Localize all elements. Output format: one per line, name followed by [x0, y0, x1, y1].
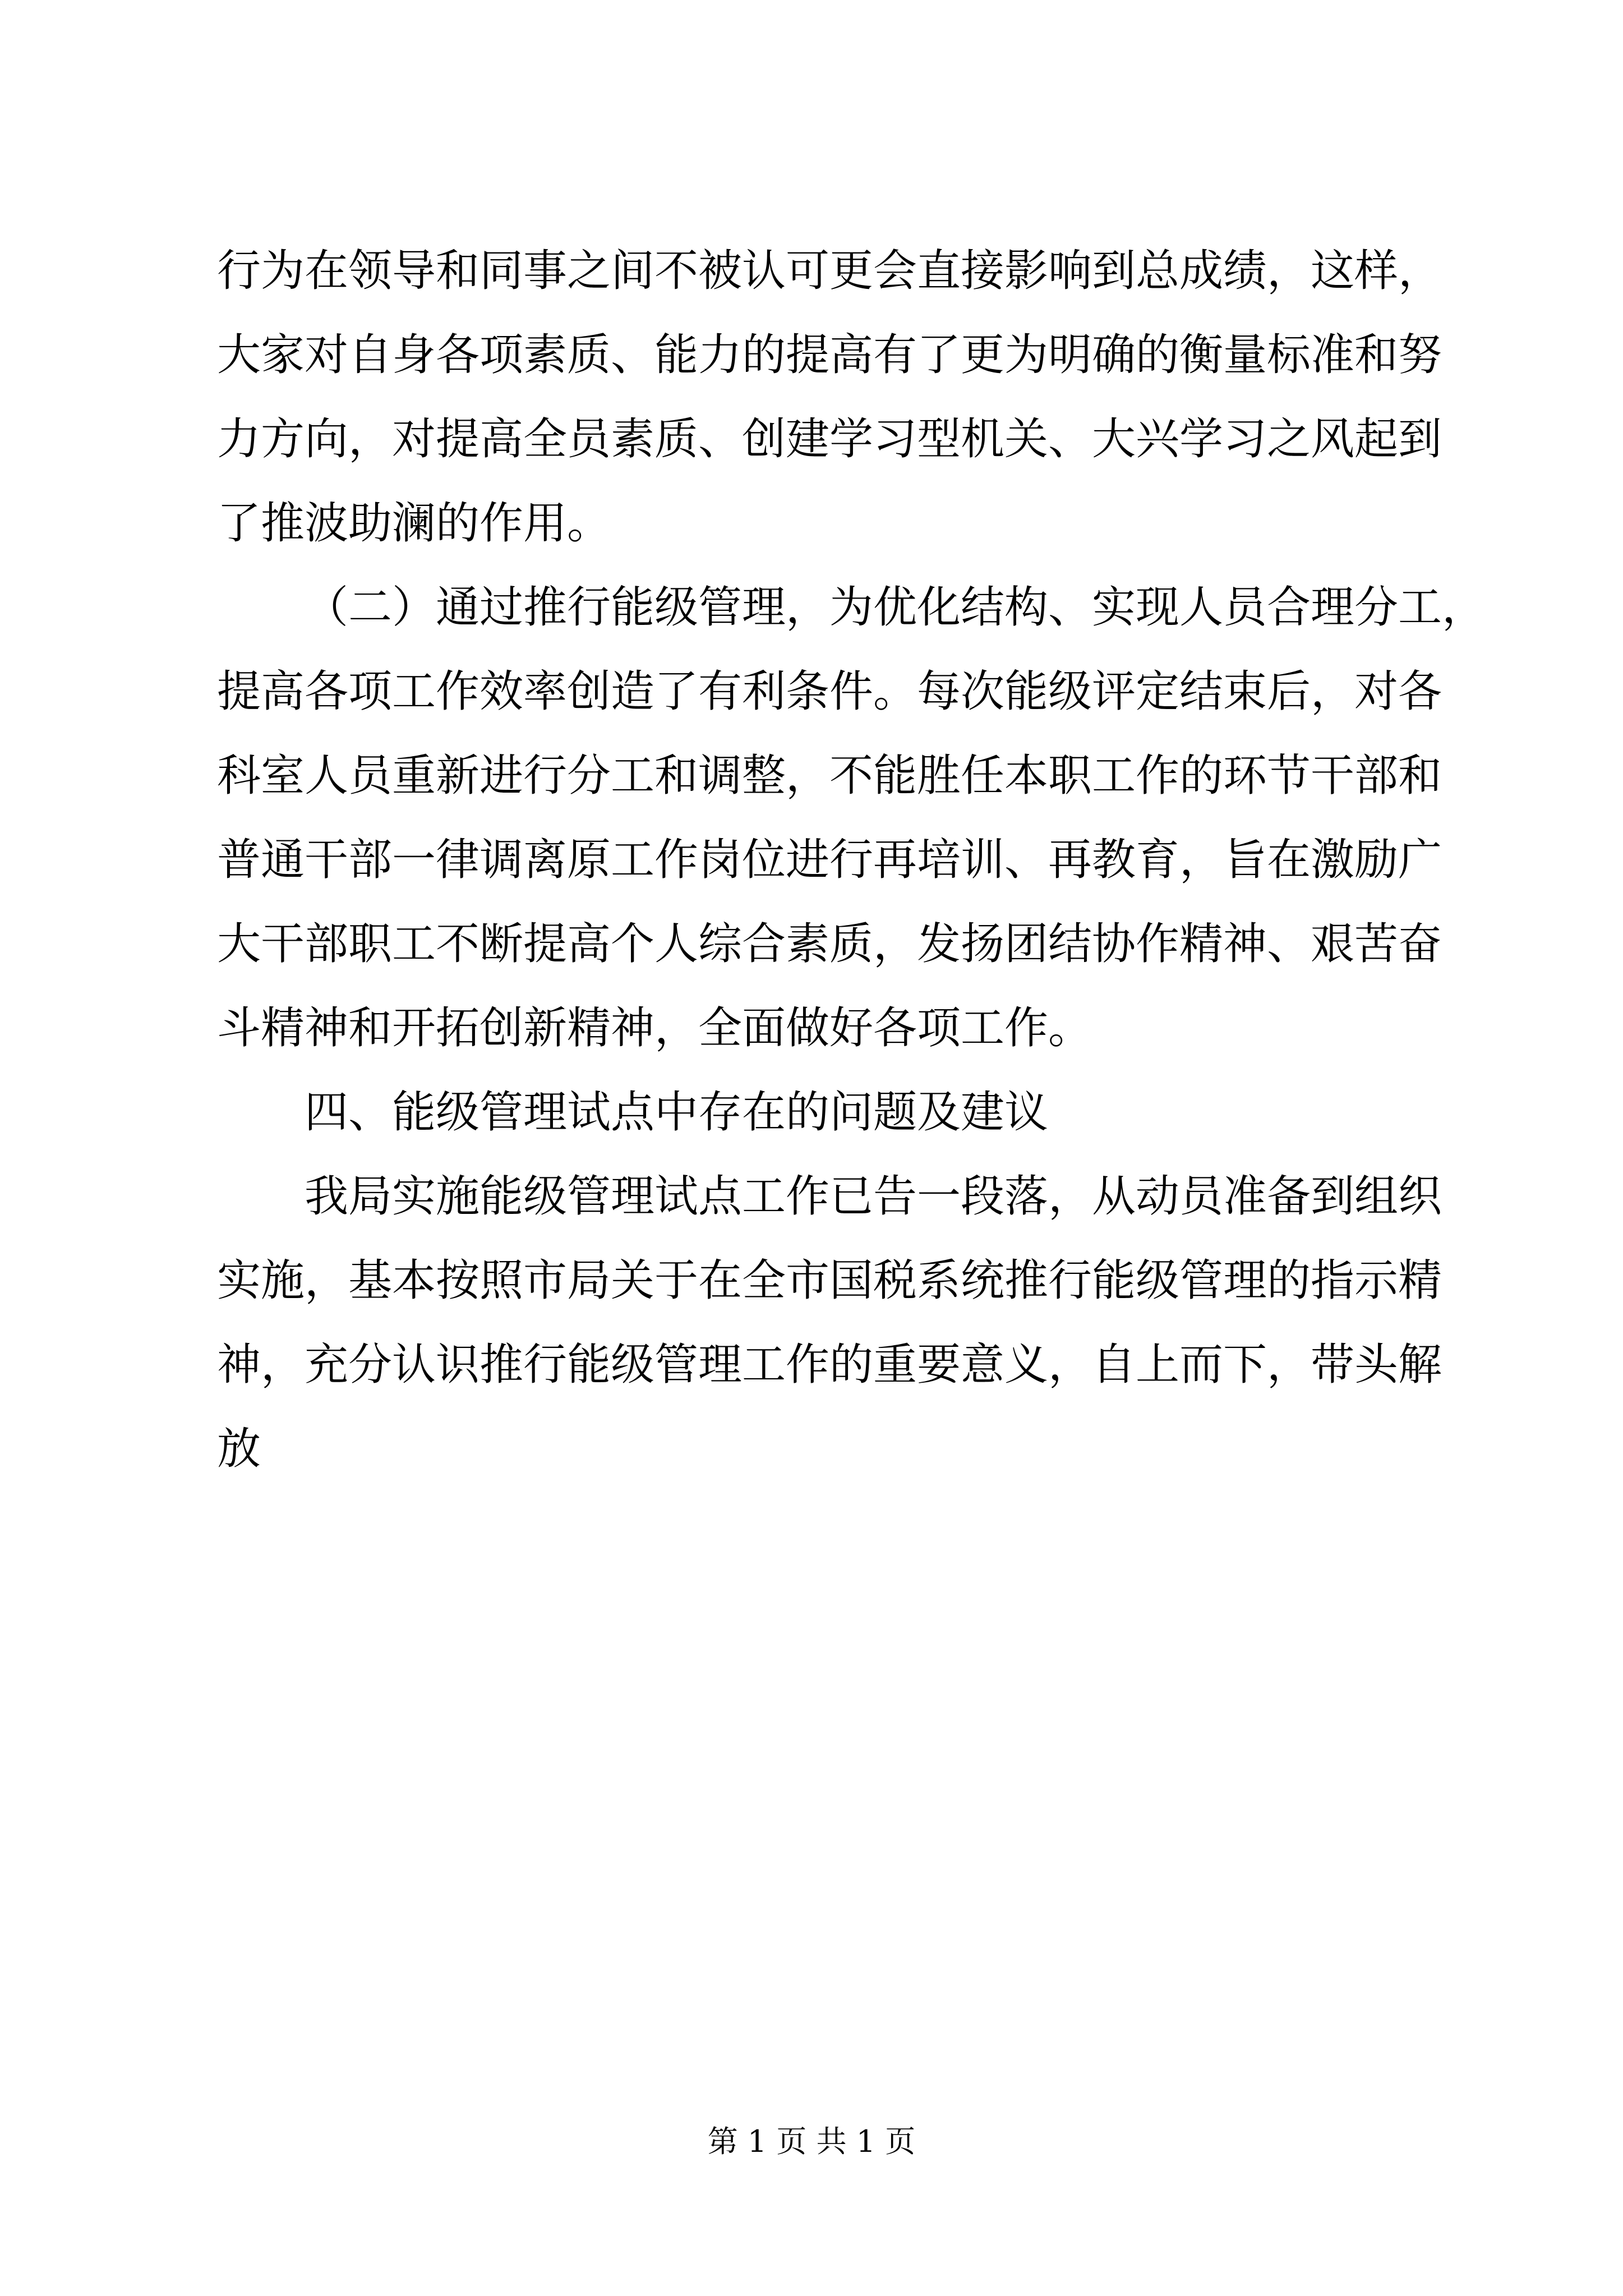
text-line: 力方向，对提高全员素质、创建学习型机关、大兴学习之风起到 [217, 414, 1442, 464]
text-line: 普通干部一律调离原工作岗位进行再培训、再教育，旨在激励广 [217, 835, 1442, 885]
text-line: （二）通过推行能级管理，为优化结构、实现人员合理分工， [305, 582, 1486, 633]
page-footer [0, 2118, 1623, 2161]
section-heading: 四、能级管理试点中存在的问题及建议 [305, 1087, 1049, 1138]
page-number: 第 1 页 共 1 页 [707, 2124, 916, 2159]
text-line: 了推波助澜的作用。 [217, 498, 611, 549]
text-line: 斗精神和开拓创新精神，全面做好各项工作。 [217, 1003, 1092, 1053]
text-line: 我局实施能级管理试点工作已告一段落，从动员准备到组织 [305, 1171, 1442, 1222]
text-line: 大家对自身各项素质、能力的提高有了更为明确的衡量标准和努 [217, 330, 1442, 380]
text-line: 实施，基本按照市局关于在全市国税系统推行能级管理的指示精 [217, 1255, 1442, 1306]
text-line: 提高各项工作效率创造了有利条件。每次能级评定结束后，对各 [217, 666, 1442, 717]
document-body [217, 229, 1486, 1491]
text-line: 神，充分认识推行能级管理工作的重要意义，自上而下，带头解 [217, 1340, 1442, 1390]
text-line: 科室人员重新进行分工和调整，不能胜任本职工作的环节干部和 [217, 751, 1442, 801]
text-line: 行为在领导和同事之间不被认可更会直接影响到总成绩，这样， [217, 246, 1442, 296]
text-line: 大干部职工不断提高个人综合素质，发扬团结协作精神、艰苦奋 [217, 919, 1442, 969]
text-line: 放 [217, 1424, 261, 1474]
